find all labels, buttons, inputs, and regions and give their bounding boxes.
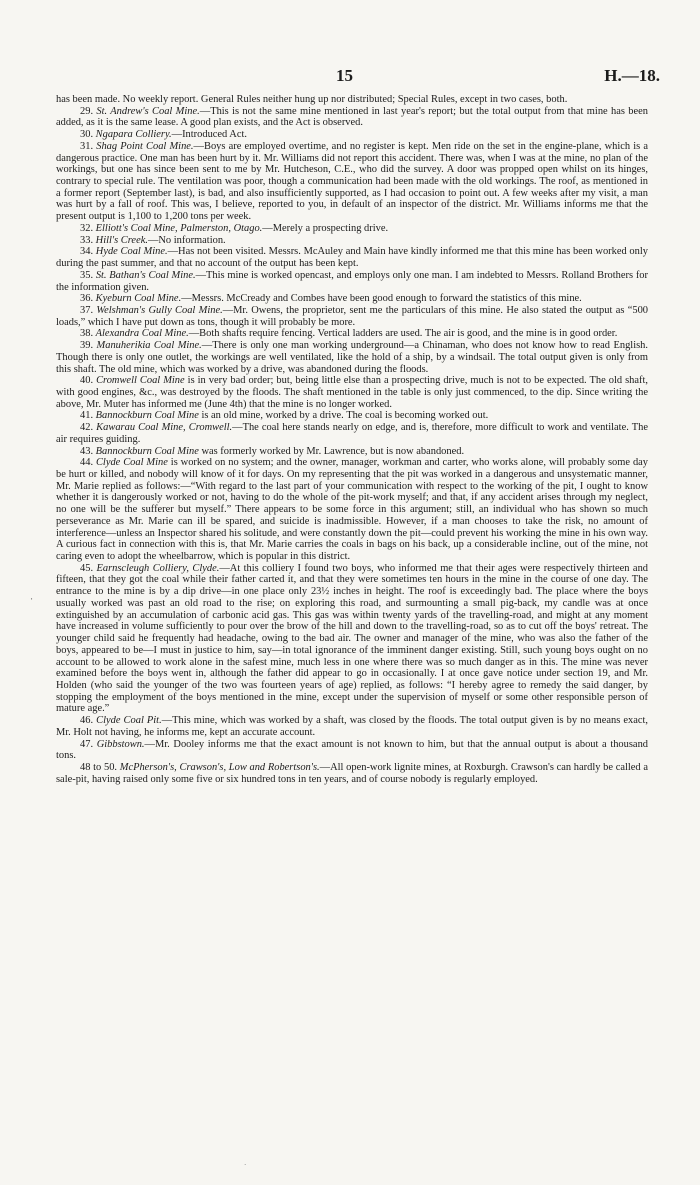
margin-mark: ⋅ [244,1161,247,1169]
page-number: 15 [336,66,353,85]
paragraph-text: is an old mine, worked by a drive. The coal is becoming worked out. [198,410,489,422]
mine-title: Manuherikia Coal Mine. [96,340,202,352]
paragraph-text: —This is not the same mine mentioned in last year's report; but the total output from that mine has been added, as it is the same lease. A good plan exists, and the Act is observed. [56,105,648,129]
paragraph-39 [56,340,648,375]
mine-title: McPherson's, Crawson's, Low and Robertson's. [119,761,320,773]
paragraph-text: was formerly worked by Mr. Lawrence, but is now abandoned. [198,445,465,457]
mine-title: Cromwell Coal Mine [96,375,185,387]
paragraph-number: 32. [80,222,94,234]
paragraph-text: —Both shafts require fencing. Vertical ladders are used. The air is good, and the mine is in good order. [188,328,618,340]
paragraph-text: —Mr. Owens, the proprietor, sent me the particulars of this mine. He also stated the output as “500 loads,” which I have put down as tons, though it will probably be more. [56,304,649,328]
mine-title: Welshman's Gully Coal Mine. [96,304,223,316]
paragraph-29 [56,106,648,129]
paragraph-text: —Merely a prospecting drive. [262,222,389,234]
paragraph-30 [56,129,648,141]
paragraph-number: 29. [80,105,94,117]
paragraph-37 [56,305,648,328]
paragraph-34 [56,246,648,269]
paragraph-number: 38. [80,328,94,340]
paragraph-text: has been made. No weekly report. General Rules neither hung up nor distributed; Special Rules, except in two cases, both. [56,94,568,105]
paragraph-46 [56,715,648,738]
paragraph-42 [56,422,648,445]
paragraph-text: is in very bad order; but, being little else than a prospecting drive, much is not to be expected. The old shaft, with good engines, &c., was destroyed by the floods. The shaft mentioned in the table is only just commenced, to the dip. Since writing the above, Mr. Muter has informed me (June 4th) that the mine is no longer worked. [56,375,649,410]
mine-title: St. Bathan's Coal Mine. [95,269,196,281]
paragraph-35 [56,270,648,293]
mine-title: Kawarau Coal Mine, Cromwell. [96,422,233,434]
paragraph-number: 35. [80,269,94,281]
mine-title: Bannockburn Coal Mine [95,445,199,457]
paragraph-number: 39. [80,340,94,352]
paragraph-number: 37. [80,304,94,316]
report-body [56,94,648,785]
paragraph-number: 42. [80,422,94,434]
paragraph-number: 41. [80,410,94,422]
paragraph-text: —All open-work lignite mines, at Roxburgh. Crawson's can hardly be called a sale-pit, having raised only some five or six hundred tons in ten years, and of course nobody is regularly employed. [56,761,648,785]
mine-title: Earnscleugh Colliery, Clyde. [96,562,220,574]
paragraph-text: —The coal here stands nearly on edge, and is, therefore, more difficult to work and ventilate. The air requires guiding. [56,422,648,445]
mine-title: Elliott's Coal Mine, Palmerston, Otago. [95,222,263,234]
paragraph-number: 34. [80,246,94,258]
paragraph-41 [56,410,648,422]
paragraph-number: 47. [80,738,94,750]
paragraph-text: —This mine, which was worked by a shaft, was closed by the floods. The total output given is by no means exact, Mr. Holt not having, he informs me, kept an accurate account. [56,715,649,738]
paragraph-number: 48 to 50. [80,761,118,773]
paragraph-text: —Boys are employed overtime, and no register is kept. Men ride on the set in the engine-plane, which is a dangerous practice. One man has been hurt by it. Mr. Williams did not report this accident. There was, when I was at the mine, no plan of the workings, but one has since been sent to me by Mr. Hutcheson, C.E., who did the survey. A door was propped open whilst on its hinges, contrary to special rule. The ventilation was poor, though a communication had been made with the old workings. The roof, as mentioned in a former report (September last), is bad, and also insufficiently supported, as I had occasion to point out. A few weeks after my visit, a man was hurt by a fall of roof. This was, I believe, reported to you, in default of an inspector of the district. Mr. Williams informs me that the present output is 1,100 to 1,200 tons per week. [56,140,649,223]
paragraph-47 [56,739,648,762]
paragraph-number: 30. [80,129,94,141]
paragraph-36 [56,293,648,305]
mine-title: Bannockburn Coal Mine [95,410,199,422]
paragraph-text: —Has not been visited. Messrs. McAuley and Main have kindly informed me that this mine has been worked only during the past summer, and that no account of the output has been kept. [56,246,648,270]
page-header [0,66,700,86]
paragraph-text: —At this colliery I found two boys, who informed me that their ages were respectively thirteen and fifteen, that they got the coal while their father carted it, and that they were sometimes ten hours in the mine in the course of one day. The entrance to the mine is by a dip drive—in one place only 23½ inches in height. The roof is exceedingly bad. The place where the boys usually worked was past an old road to the rise; on exploring this road, and surmounting a small pig-back, my candle was at once extinguished by an accumulation of carbonic acid gas. This gas was within twenty yards of the travelling-road, and might at any moment have increased in volume sufficiently to pour over the brow of the hill and down to the travelling-road, so as to cut off the boys' retreat. The younger child said he frequently had headache, owing to the bad air. The owner and manager of the mine, who was also the father of the boys, appeared to be—I must in justice to him, say—in total ignorance of the imminent danger existing. Still, such young boys ought on no account to be allowed to work alone in the safest mine, much less in one where there was so much danger as in this. The mine was never examined before the boys went in, although the father did appear to go in occasionally. I at once gave notice under section 19, and Mr. Holden (who said the younger of the two was fourteen years of age) replied, as follows: “I hereby agree to remedy the said danger, by stopping the employment of the boys mentioned in the mine, except under the supervision of myself or some other responsible person of mature age.” [56,562,649,715]
paragraph-text: —No information. [147,234,226,246]
mine-title: Kyeburn Coal Mine. [95,293,182,305]
paragraph-number: 43. [80,445,94,457]
mine-title: Hill's Creek. [95,234,148,246]
paragraph-33 [56,235,648,247]
paragraph-38 [56,328,648,340]
document-reference: H.—18. [604,66,660,85]
mine-title: Ngapara Colliery. [95,129,172,141]
paragraph-text: —Mr. Dooley informs me that the exact amount is not known to him, but that the annual output is about a thousand tons. [56,738,649,762]
mine-title: Gibbstown. [96,738,145,750]
paragraph-44 [56,457,648,562]
paragraph-number: 46. [80,715,94,727]
paragraph-48-50 [56,762,648,785]
margin-mark: ⋅ [30,594,34,604]
paragraph-text: —Messrs. McCready and Combes have been good enough to forward the statistics of this mine. [181,293,582,305]
paragraph-text: —Introduced Act. [171,129,247,141]
paragraph-number: 44. [80,457,94,469]
paragraph-45 [56,563,648,715]
paragraph-number: 40. [80,375,94,387]
mine-title: Clyde Coal Pit. [96,715,162,727]
mine-title: Hyde Coal Mine. [95,246,168,258]
paragraph-text: —This mine is worked opencast, and employs only one man. I am indebted to Messrs. Rolland Brothers for the information given. [56,269,648,293]
paragraph-32 [56,223,648,235]
mine-title: Shag Point Coal Mine. [96,140,194,152]
paragraph-number: 31. [80,140,94,152]
mine-title: Alexandra Coal Mine. [95,328,189,340]
paragraph-31 [56,141,648,223]
paragraph-number: 36. [80,293,94,305]
paragraph-text: is worked on no system; and the owner, manager, workman and carter, who works alone, will probably some day be hurt or killed, and nobody will know of it for days. On my representing that the pit was worked in a dangerous and unsystematic manner, Mr. Marie replied as follows:—“With regard to the last part of your communication with respect to the working of the pit, I ought to know whether it is dangerously worked or not, having to do the whole of the pit-work myself; and that, if any accident arises through my neglect, no one will be the sufferer but myself.” There appears to be some force in this argument; still, an individual who has shown so much perseverance as Mr. Marie can ill be spared, and suicide is inadmissible. However, if a man chooses to take the risk, no amount of interference—unless an Inspector shared his solitude, and were constantly down the pit—could prevent his working the mine in his own way. A curious fact in connection with this is, that Mr. Marie carries the coals in bags on his back, up a considerable incline, out of the mine, not caring even to adopt the wheelbarrow, which is popular in this district. [56,457,649,563]
paragraph-number: 45. [80,562,94,574]
paragraph-number: 33. [80,234,94,246]
paragraph-43 [56,446,648,458]
mine-title: St. Andrew's Coal Mine. [96,105,200,117]
mine-title: Clyde Coal Mine [95,457,168,469]
paragraph-text: —There is only one man working underground—a Chinaman, who does not know how to read English. Though there is only one outlet, the workings are well ventilated, like the hold of a ship, by a windsail. The total output given is only from this shaft. The old mine, which was worked by a drive, was abandoned during the floods. [56,340,648,375]
paragraph-40 [56,375,648,410]
paragraph-continued [56,94,648,106]
